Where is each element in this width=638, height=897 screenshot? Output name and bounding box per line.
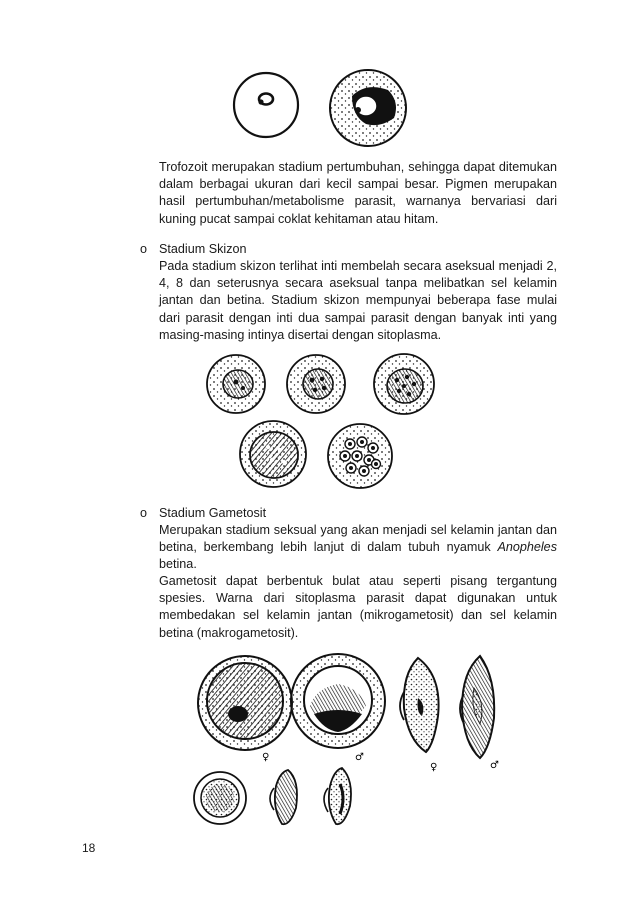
skizon-cell-mature	[240, 421, 306, 487]
gametosit-text-1a: Merupakan stadium seksual yang akan menjadi sel kelamin jantan dan betina, berkembang lebih lanjut di dalam tubuh nyamuk	[159, 523, 557, 555]
gametosit-text-1b: betina.	[159, 557, 197, 572]
skizon-cell-8-nuclei	[374, 354, 434, 414]
small-banana-gametocyte-2	[324, 768, 351, 824]
small-banana-gametocyte-1	[270, 770, 297, 824]
female-symbol: ♀	[430, 762, 438, 773]
trofozoit-paragraph: Trofozoit merupakan stadium pertumbuhan, sehingga dapat ditemukan dalam berbagai ukuran dari kecil sampai besar. Pigmen merupakan hasil pertumbuhan/metabolisme parasit, warnanya bervariasi dari kuning pucat sampai coklat kehitaman atau hitam.	[159, 160, 557, 226]
banana-gametocyte-female	[400, 658, 439, 752]
gametosit-illustration	[190, 648, 510, 828]
gametosit-paragraph-1	[159, 522, 557, 574]
page-number: 18	[82, 841, 96, 855]
gametosit-heading	[140, 505, 266, 522]
skizon-illustration	[198, 352, 448, 492]
banana-gametocyte-male	[460, 656, 494, 758]
ring-stage-cell	[234, 73, 298, 137]
skizon-paragraph: Pada stadium skizon terlihat inti membelah secara aseksual menjadi 2, 4, 8 dan seterusnya secara aseksual tanpa melibatkan sel kelamin jantan dan betina. Stadium skizon mempunyai beberapa fase mulai dari parasit dengan inti dua sampai parasit dengan banyak inti yang masing-masing intinya disertai dengan sitoplasma.	[159, 259, 557, 342]
gametosit-paragraph-2: Gametosit dapat berbentuk bulat atau seperti pisang tergantung spesies. Warna dari sitoplasma parasit dapat digunakan untuk membedakan sel kelamin jantan (mikrogametosit) dan sel kelamin betina (makrogametosit).	[159, 574, 557, 640]
skizon-cell-4-nuclei	[287, 355, 345, 413]
bullet-marker: o	[140, 506, 148, 520]
male-symbol: ♂	[355, 752, 364, 763]
trofozoit-illustration	[228, 68, 428, 154]
skizon-cell-segmented	[328, 424, 392, 488]
male-symbol: ♂	[490, 760, 499, 771]
skizon-heading	[140, 241, 247, 258]
growing-trofozoit-cell	[330, 70, 406, 146]
skizon-heading-label: Stadium Skizon	[159, 242, 247, 256]
microgametocyte-round-cell	[291, 654, 385, 748]
bullet-marker: o	[140, 242, 148, 256]
anopheles-italic: Anopheles	[497, 540, 557, 555]
macrogametocyte-round-cell	[198, 656, 292, 750]
gametosit-heading-label: Stadium Gametosit	[159, 506, 267, 520]
skizon-cell-2-nuclei	[207, 355, 265, 413]
small-round-gametocyte	[194, 772, 246, 824]
female-symbol: ♀	[262, 752, 270, 763]
